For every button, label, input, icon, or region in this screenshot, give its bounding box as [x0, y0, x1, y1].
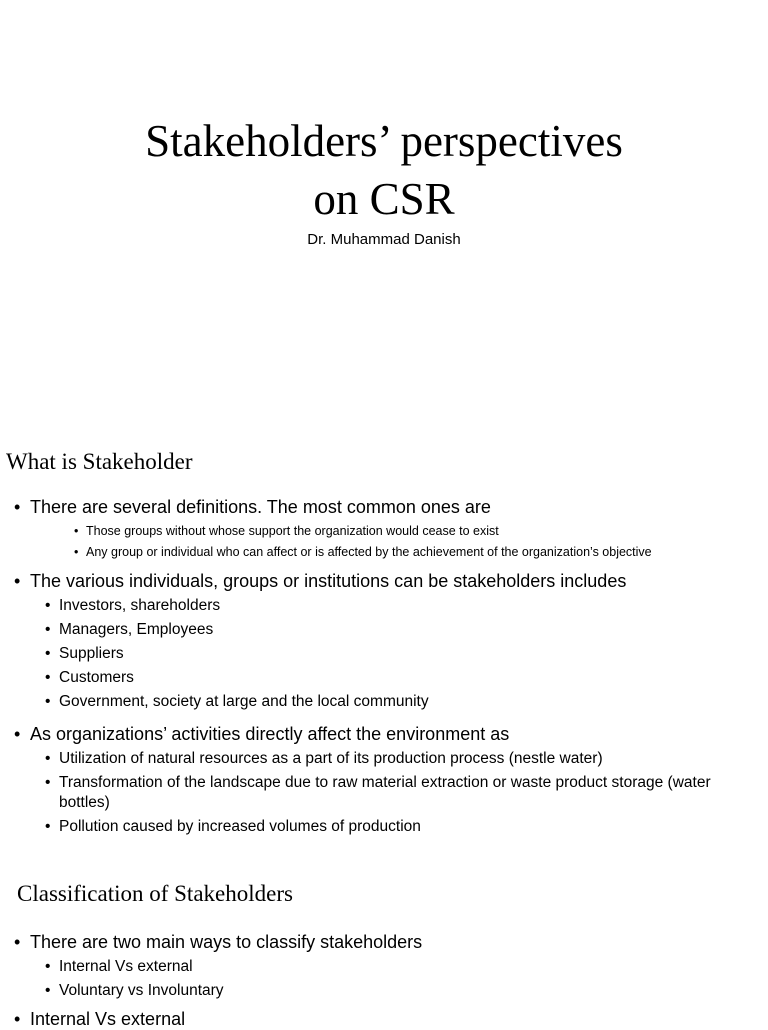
- bullet-item: • The various individuals, groups or institutions can be stakeholders includes: [14, 570, 764, 592]
- slide-title-line-1: Stakeholders’ perspectives: [145, 116, 623, 166]
- title-slide: [0, 0, 768, 420]
- sub-bullet-item: • Suppliers: [42, 644, 762, 664]
- sub-bullet-item: • Internal Vs external: [42, 957, 762, 977]
- sub-bullet-item: • Government, society at large and the local community: [42, 692, 762, 712]
- sub-bullet-item: • Managers, Employees: [42, 620, 762, 640]
- slide-subtitle-author: Dr. Muhammad Danish: [307, 231, 461, 248]
- sub-bullet-item: • Utilization of natural resources as a part of its production process (nestle water): [42, 749, 756, 769]
- sub-bullet-item: • Customers: [42, 668, 762, 688]
- slide-heading: What is Stakeholder: [6, 449, 193, 474]
- bullet-group-definitions: [14, 496, 764, 518]
- bullet-item: • There are two main ways to classify stakeholders: [14, 931, 764, 953]
- bullet-group-stakeholders: [14, 570, 764, 592]
- sub-bullet-item: • Voluntary vs Involuntary: [42, 981, 762, 1001]
- slide-heading: Classification of Stakeholders: [17, 881, 293, 906]
- bullet-group-classify: [14, 931, 764, 953]
- bullet-group-environment: [14, 723, 764, 745]
- bullet-item: • Internal Vs external: [14, 1008, 764, 1030]
- sub-bullet-item: • Pollution caused by increased volumes of production: [42, 817, 756, 837]
- sub-bullet-item: • Transformation of the landscape due to raw material extraction or waste product storage (water bottles): [42, 773, 756, 813]
- bullet-group-internal-external: [14, 1008, 764, 1030]
- bullet-item: • As organizations’ activities directly affect the environment as: [14, 723, 764, 745]
- sub-bullet-item: • Investors, shareholders: [42, 596, 762, 616]
- sub-bullet-list: [72, 522, 764, 561]
- sub-bullet-list: [42, 957, 762, 1001]
- sub-bullet-item: • Those groups without whose support the organization would cease to exist: [72, 522, 764, 540]
- sub-bullet-list: [42, 749, 756, 837]
- slide-title-line-2: on CSR: [313, 174, 455, 224]
- bullet-item: • There are several definitions. The most common ones are: [14, 496, 764, 518]
- sub-bullet-list: [42, 596, 762, 712]
- slide-title: [0, 112, 768, 228]
- sub-bullet-item: • Any group or individual who can affect or is affected by the achievement of the organization’s objective: [72, 543, 764, 561]
